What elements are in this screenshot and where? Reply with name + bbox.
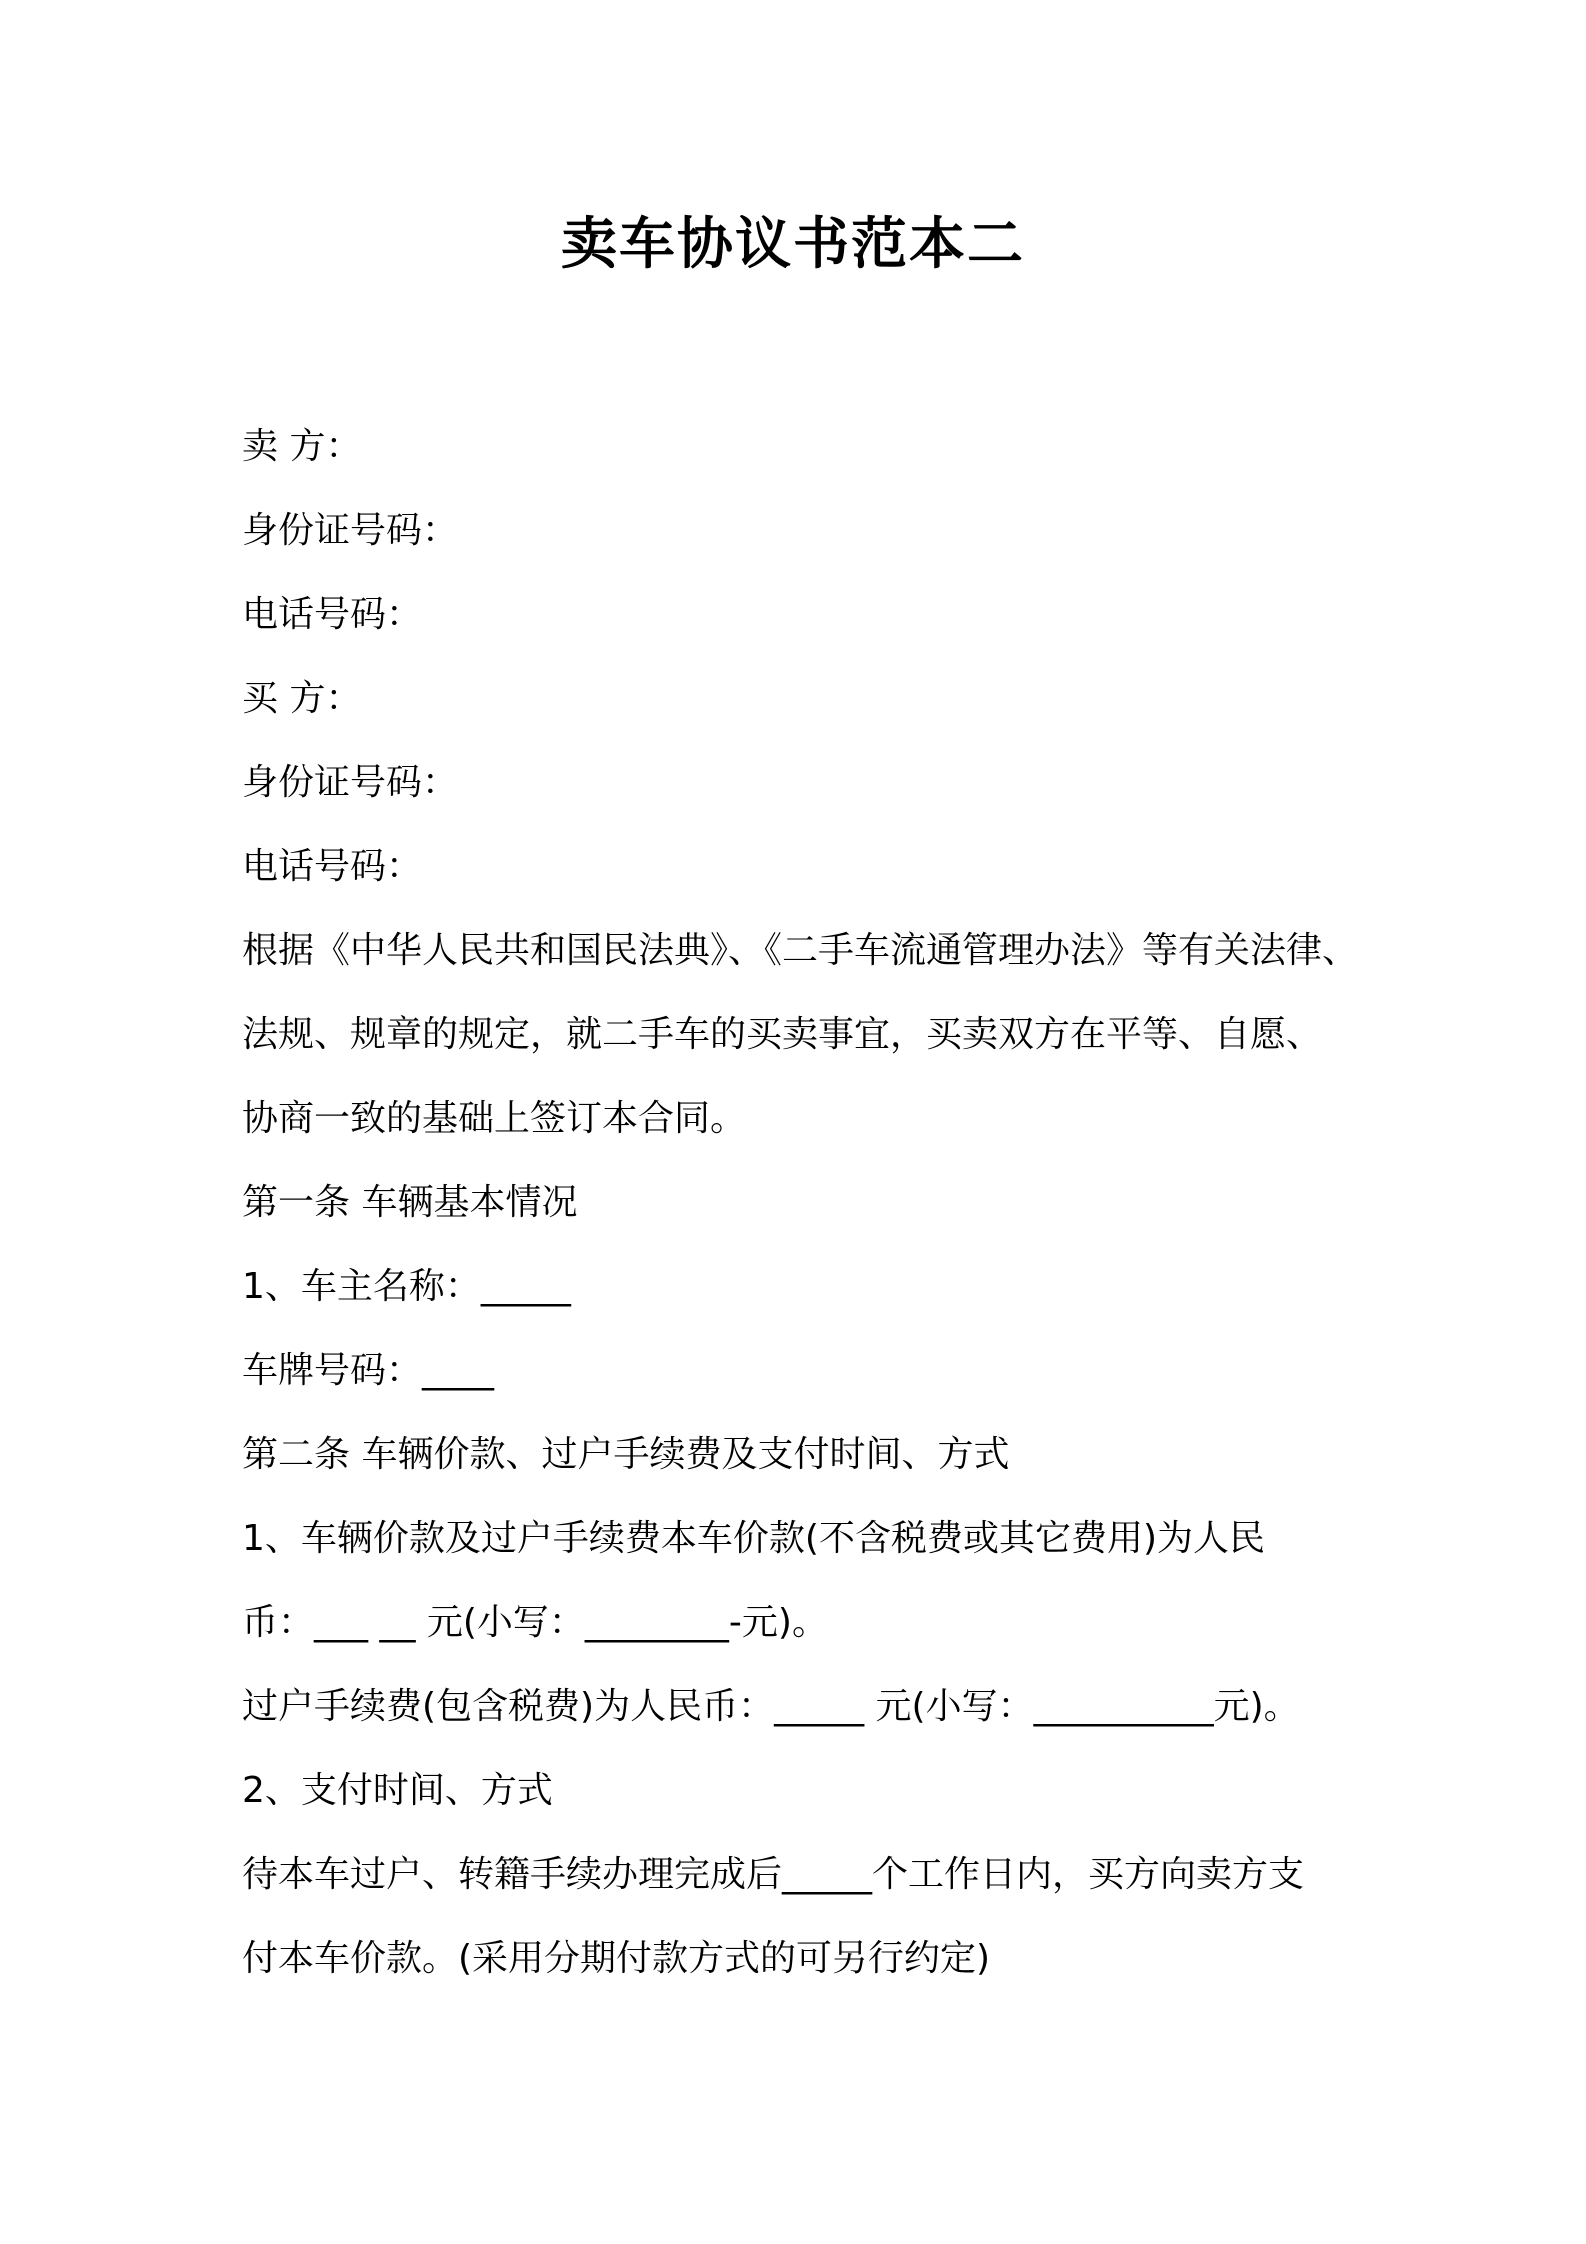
preamble-line-1: 根据《中华人民共和国民法典》、《二手车流通管理办法》等有关法律、 — [242, 930, 1359, 971]
buyer-label: 买 方： — [242, 678, 362, 719]
buyer-phone-label: 电话号码： — [242, 846, 423, 887]
plate-number-field: 车牌号码：____ — [242, 1350, 495, 1391]
seller-label: 卖 方： — [242, 426, 362, 467]
owner-name-field: 1、车主名称：_____ — [242, 1266, 571, 1307]
buyer-id-number-label: 身份证号码： — [242, 762, 459, 803]
article-1-heading: 第一条 车辆基本情况 — [242, 1182, 578, 1223]
seller-id-number-label: 身份证号码： — [242, 510, 459, 551]
price-clause-line-2: 币：___ __ 元(小写：________-元)。 — [242, 1602, 828, 1643]
payment-heading: 2、支付时间、方式 — [242, 1770, 553, 1811]
payment-clause-line-1: 待本车过户、转籍手续办理完成后_____个工作日内，买方向卖方支 — [242, 1854, 1305, 1895]
preamble-line-2: 法规、规章的规定，就二手车的买卖事宜，买卖双方在平等、自愿、 — [242, 1014, 1323, 1055]
transfer-fee-clause: 过户手续费(包含税费)为人民币：_____ 元(小写：__________元)。 — [242, 1686, 1300, 1727]
payment-clause-line-2: 付本车价款。(采用分期付款方式的可另行约定) — [242, 1938, 991, 1979]
preamble-line-3: 协商一致的基础上签订本合同。 — [242, 1098, 747, 1139]
document-title: 卖车协议书范本二 — [561, 212, 1025, 277]
price-clause-line-1: 1、车辆价款及过户手续费本车价款(不含税费或其它费用)为人民 — [242, 1518, 1265, 1559]
document-body — [242, 405, 1392, 2001]
seller-phone-label: 电话号码： — [242, 594, 423, 635]
article-2-heading: 第二条 车辆价款、过户手续费及支付时间、方式 — [242, 1434, 1010, 1475]
